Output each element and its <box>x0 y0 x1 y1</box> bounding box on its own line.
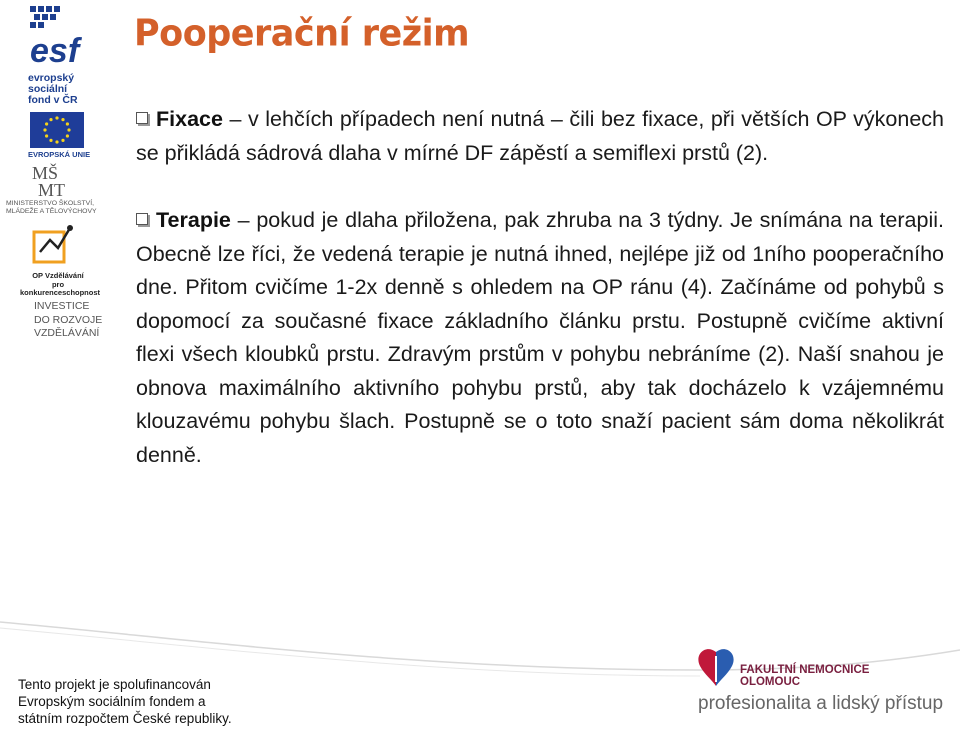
paragraph-fixace <box>136 103 944 170</box>
slide-content <box>136 103 944 472</box>
keyword: Terapie <box>156 208 231 232</box>
msmt-logo <box>30 162 80 198</box>
svg-text:esf: esf <box>30 32 80 66</box>
esf-logo <box>28 4 94 66</box>
investice-line: DO ROZVOJE <box>34 313 103 326</box>
msmt-line: MINISTERSTVO ŠKOLSTVÍ, <box>6 200 94 207</box>
op-logo <box>30 222 80 270</box>
investice-line: VZDĚLÁVÁNÍ <box>34 327 100 339</box>
esf-line: evropský <box>28 72 75 84</box>
funding-line: Evropským sociálním fondem a <box>18 694 206 709</box>
paragraph-text: – v lehčích případech není nutná – čili bez fixace, při větších OP výkonech se přikládá sádrová dlaha v mírné DF zápěstí a semiflexi prstů (2). <box>136 107 944 165</box>
msmt-label <box>6 200 114 216</box>
paragraph-terapie <box>136 204 944 472</box>
funding-note <box>18 676 232 727</box>
esf-text <box>28 73 98 106</box>
checkbox-bullet-icon <box>136 213 148 225</box>
investice-label <box>34 300 102 341</box>
op-label <box>20 271 101 298</box>
hospital-tagline: profesionalita a lidský přístup <box>698 693 944 714</box>
funding-line: státním rozpočtem České republiky. <box>18 711 232 726</box>
esf-logo-block <box>28 4 98 106</box>
hospital-name <box>740 664 869 688</box>
checkbox-bullet-icon <box>136 112 148 124</box>
keyword: Fixace <box>156 107 223 131</box>
hospital-name-line: OLOMOUC <box>740 676 801 688</box>
op-line: pro konkurenceschopnost <box>20 279 101 297</box>
paragraph-text: – pokud je dlaha přiložena, pak zhruba na 3 týdny. Je snímána na terapii. Obecně lze říci, že vedená terapie je nutná ihned, nejlépe již od 1ního pooperačního dne. Přitom cvičíme 1-2x denně s ohledem na OP ránu (4). Začínáme od pohybů s dopomocí za současné fixace základního článku prstu. Postupně cvičíme aktivní flexi všech kloubků prstu. Zdravým prstům v pohybu nebráníme (2). Naší snahou je obnova maximálního aktivního pohybu prstů, aby tak docházelo k vzájemnému klouzavému pohybu šlach. Postupně se o toto snaží pacient sám doma několikrát denně. <box>136 208 944 467</box>
hospital-logo-icon <box>694 646 738 690</box>
msmt-line: MLÁDEŽE A TĚLOVÝCHOVY <box>6 208 97 215</box>
esf-line: fond v ČR <box>28 94 78 106</box>
svg-text:MT: MT <box>38 180 65 198</box>
hospital-name-line: FAKULTNÍ NEMOCNICE <box>740 664 870 676</box>
slide-title: Pooperační režim <box>134 13 470 55</box>
esf-line: sociální <box>28 83 68 95</box>
eu-label: EVROPSKÁ UNIE <box>28 150 91 159</box>
eu-flag-icon <box>30 112 84 148</box>
investice-line: INVESTICE <box>34 300 90 312</box>
svg-text:MŠ: MŠ <box>32 163 59 183</box>
op-line: OP Vzdělávání <box>32 271 84 280</box>
funding-line: Tento projekt je spolufinancován <box>18 677 211 692</box>
sponsor-logos-sidebar <box>0 0 112 360</box>
